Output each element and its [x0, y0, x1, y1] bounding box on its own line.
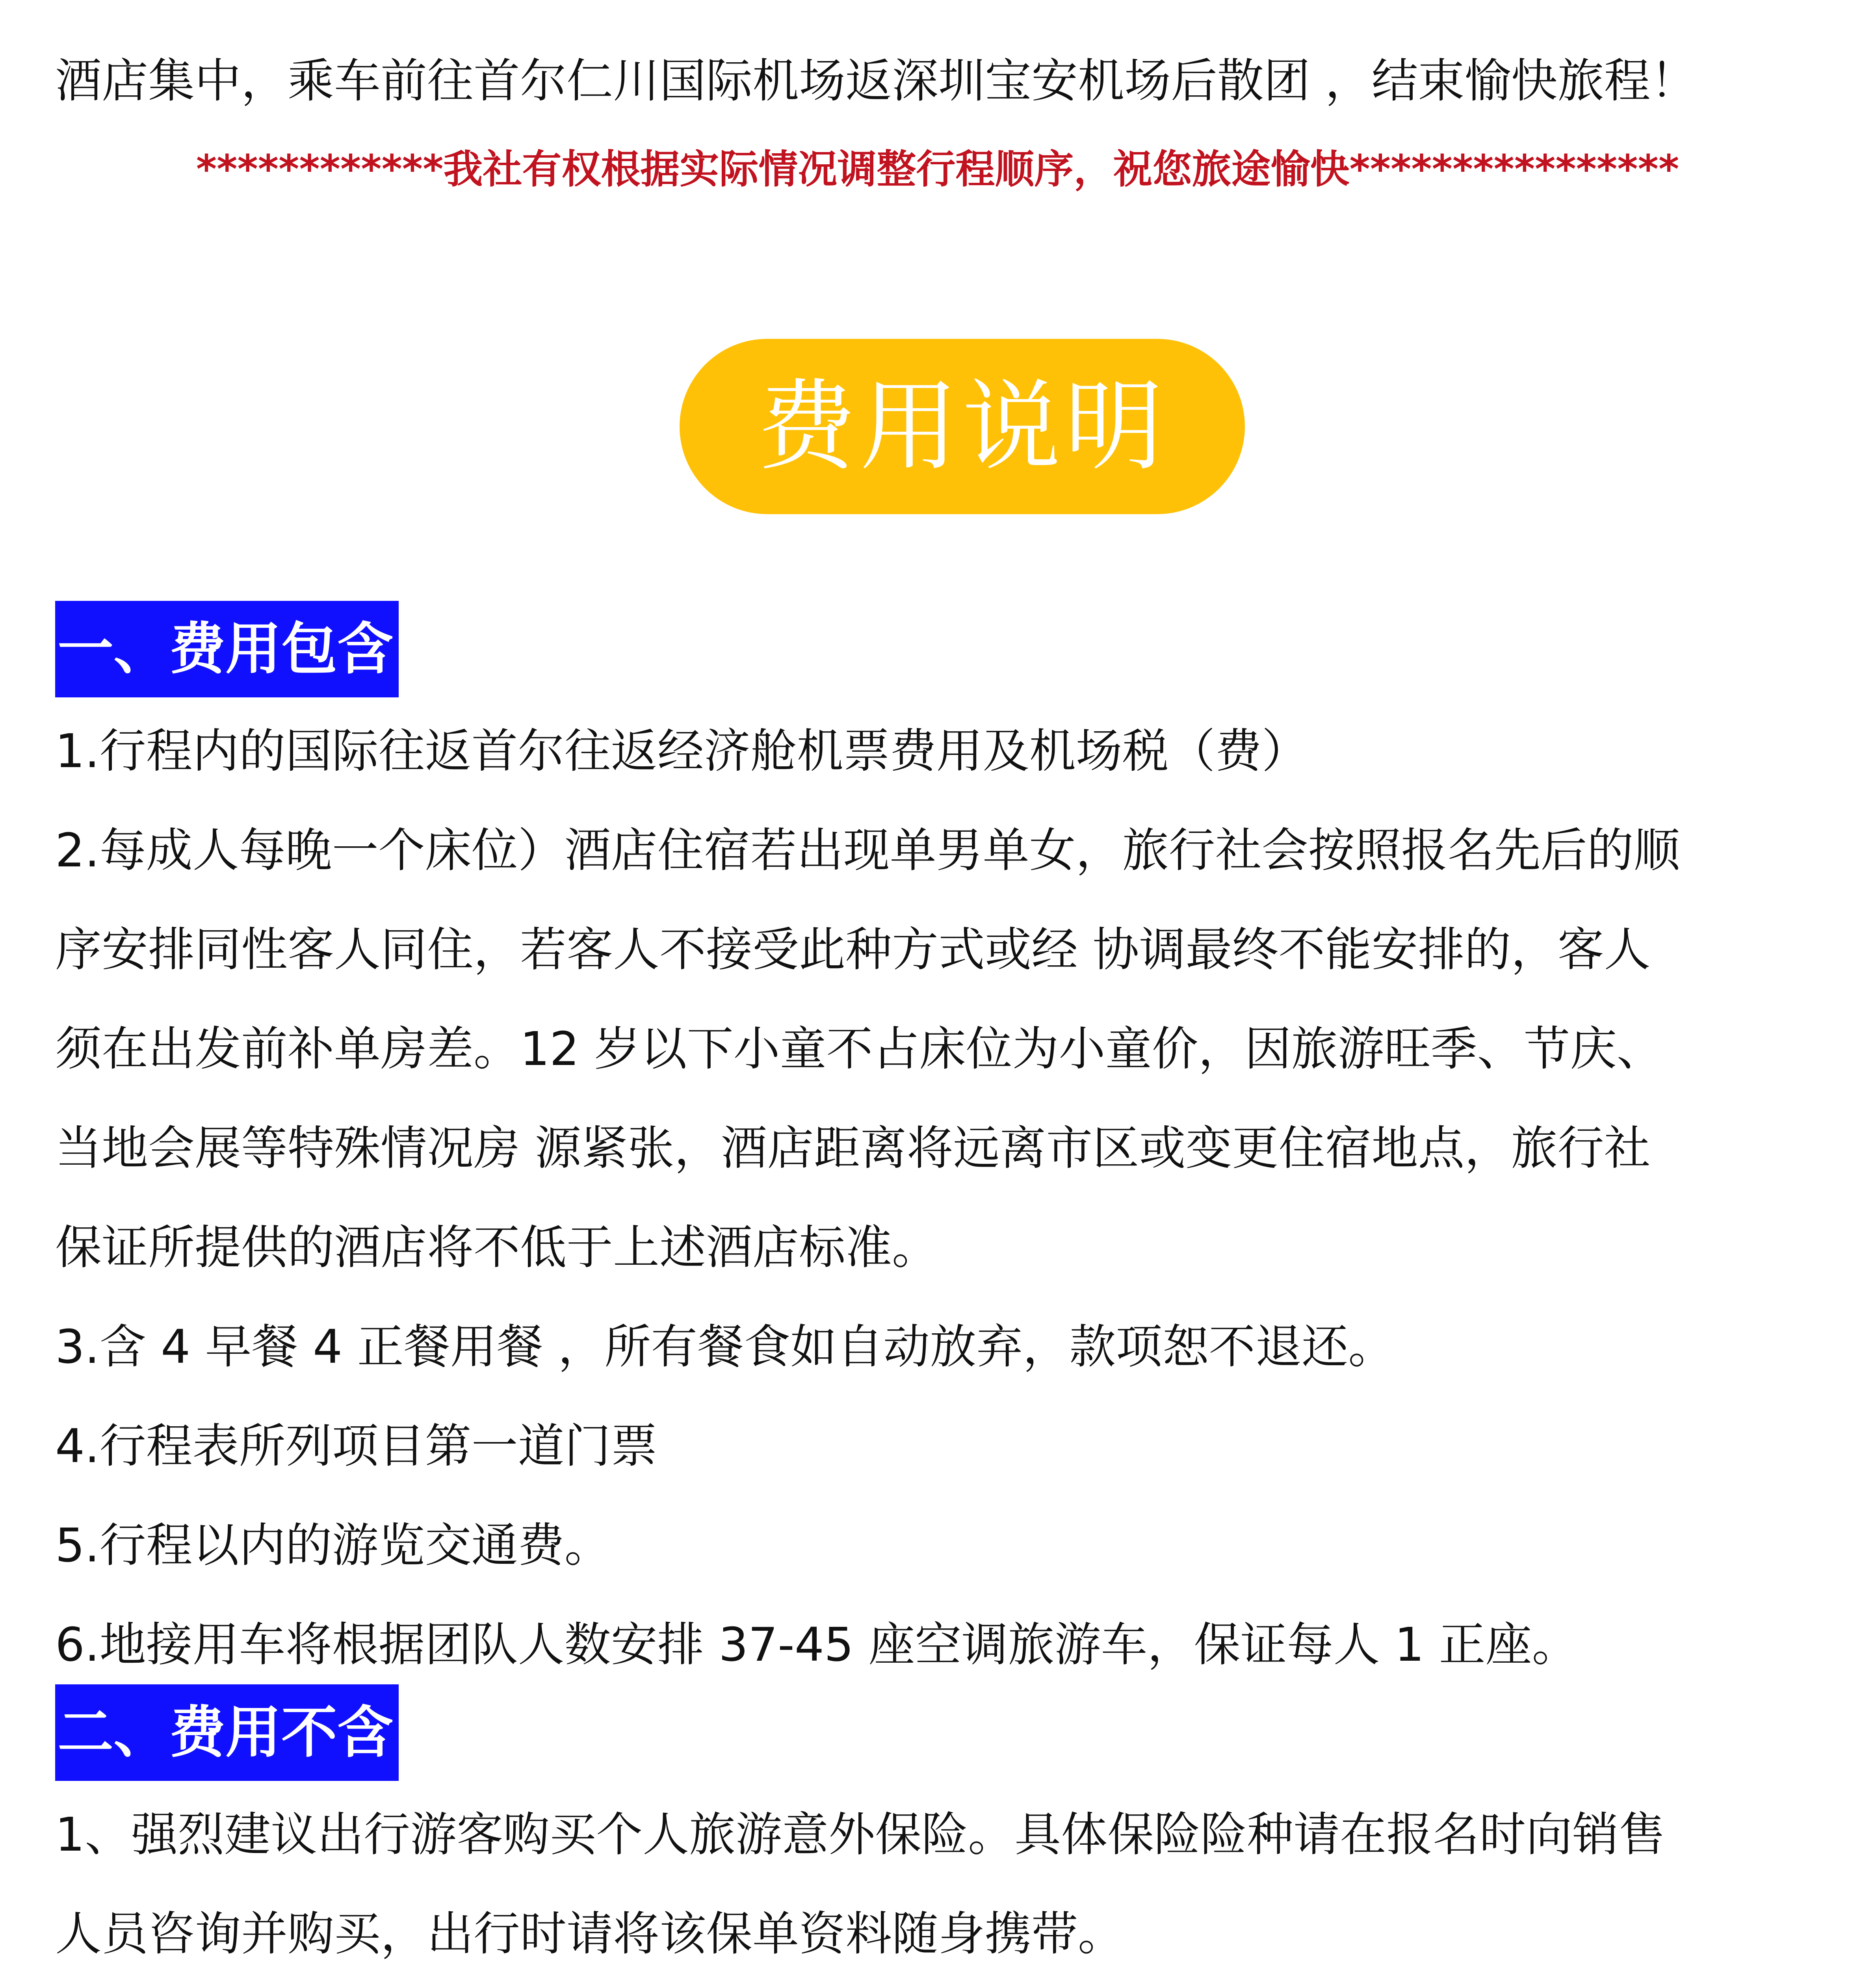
itinerary-closing-text: 酒店集中，乘车前往首尔仁川国际机场返深圳宝安机场后散团 ，结束愉快旅程！ [55, 54, 1697, 108]
fee-included-item: 5.行程以内的游览交通费。 [55, 1518, 611, 1572]
fee-included-list [55, 701, 1820, 1694]
fee-excluded-item: 1、强烈建议出行游客购买个人旅游意外保险。具体保险险种请在报名时向销售 人员咨询并购买，出行时请将该保单资料随身携带。 [55, 1807, 1666, 1961]
fee-included-heading: 一、费用包含 [55, 601, 399, 697]
section-title: 费用说明 [757, 369, 1167, 484]
itinerary-adjustment-notice: ************我社有权根据实际情况调整行程顺序，祝您旅途愉快**************** [196, 146, 1679, 192]
fee-included-item: 6.地接用车将根据团队人数安排 37-45 座空调旅游车，保证每人 1 正座。 [55, 1617, 1579, 1672]
section-title-pill [680, 339, 1245, 514]
fee-excluded-list [55, 1785, 1820, 1970]
fee-included-item: 1.行程内的国际往返首尔往返经济舱机票费用及机场税（费） [55, 724, 1308, 778]
fee-included-item: 3.含 4 早餐 4 正餐用餐 ，所有餐食如自动放弃，款项恕不退还。 [55, 1320, 1395, 1374]
fee-excluded-heading: 二、费用不含 [55, 1684, 399, 1781]
fee-included-item: 2.每成人每晚一个床位）酒店住宿若出现单男单女，旅行社会按照报名先后的顺 序安排同性客人同住，若客人不接受此种方式或经 协调最终不能安排的，客人 须在出发前补单房差。12 岁以下小童不占床位为小童价，因旅游旺季、节庆、 当地会展等特殊情况房 源紧张，酒店距离将远离市区或变更住宿地点，旅行社 保证所提供的酒店将不低于上述酒店标准。 [55, 823, 1680, 1275]
fee-included-item: 4.行程表所列项目第一道门票 [55, 1419, 658, 1473]
